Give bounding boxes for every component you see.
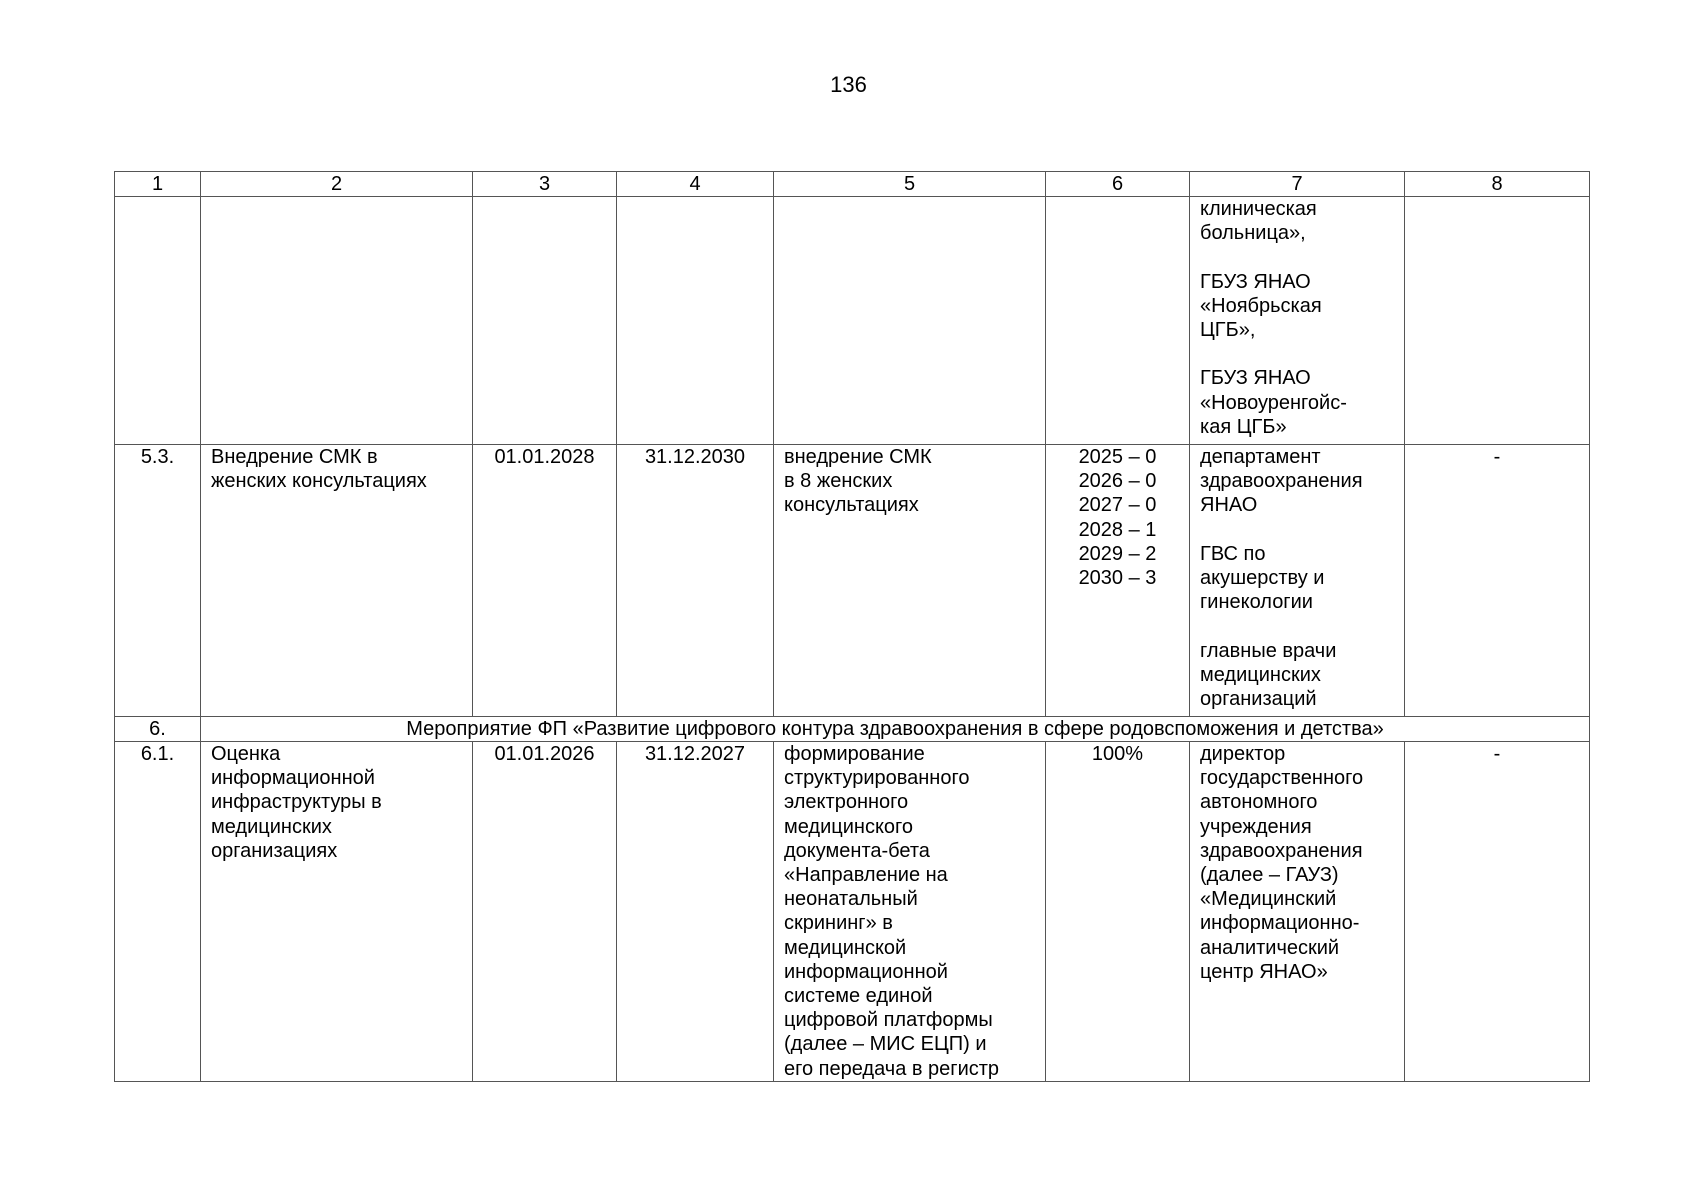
- cell-number: 6.1.: [115, 742, 201, 1082]
- cell-start-date: 01.01.2026: [473, 742, 617, 1082]
- text-line: Внедрение СМК в: [211, 446, 378, 468]
- text-line: информационной: [211, 767, 375, 790]
- cell-end-date: 31.12.2027: [617, 742, 774, 1082]
- text-line: медицинского: [784, 815, 914, 838]
- text-line: ЯНАО: [1200, 494, 1258, 517]
- text-line: структурированного: [784, 767, 970, 790]
- table-header-row: [115, 172, 1590, 197]
- text-line: автономного: [1200, 791, 1318, 814]
- text-line: кая ЦГБ»: [1200, 415, 1287, 438]
- text-line: (далее – МИС ЕЦП) и: [784, 1033, 987, 1056]
- text-line: «Медицинский: [1200, 888, 1337, 911]
- text-line: 2029 – 2: [1078, 542, 1157, 565]
- cell-start-date: 01.01.2028: [473, 445, 617, 717]
- cell-empty: [473, 197, 617, 445]
- text-line: 2025 – 0: [1078, 446, 1157, 468]
- text-line: медицинских: [211, 815, 332, 838]
- text-line: внедрение СМК: [784, 446, 932, 468]
- text-line: департамент: [1200, 446, 1321, 468]
- section-row-6: [115, 717, 1590, 742]
- cell-responsible: [1190, 742, 1405, 1082]
- cell-event-name: [201, 742, 473, 1082]
- cell-responsible: [1190, 445, 1405, 717]
- text-line: в 8 женских: [784, 470, 893, 493]
- header-col-1: 1: [115, 172, 201, 197]
- text-line: медицинской: [784, 936, 907, 959]
- header-col-4: 4: [617, 172, 774, 197]
- text-line: больница»,: [1200, 222, 1306, 245]
- cell-section-number: 6.: [115, 717, 201, 742]
- text-line: 2030 – 3: [1078, 567, 1157, 590]
- cell-indicator-values: [1046, 445, 1190, 717]
- text-line: ГВС по: [1200, 542, 1266, 565]
- cell-number: 5.3.: [115, 445, 201, 717]
- cell-empty: [774, 197, 1046, 445]
- text-line: документа-бета: [784, 839, 930, 862]
- text-line: цифровой платформы: [784, 1009, 993, 1032]
- cell-col-8: -: [1405, 445, 1590, 717]
- text-line: «Ноябрьская: [1200, 294, 1322, 317]
- text-line: здравоохранения: [1200, 470, 1363, 493]
- text-line: информационной: [784, 960, 948, 983]
- cell-indicator-value: 100%: [1046, 742, 1190, 1082]
- text-line: скрининг» в: [784, 912, 893, 935]
- text-line: (далее – ГАУЗ): [1200, 864, 1339, 887]
- text-line: информационно-: [1200, 912, 1360, 935]
- text-line: инфраструктуры в: [211, 791, 382, 814]
- table-row-6-1: [115, 742, 1590, 1082]
- cell-empty: [617, 197, 774, 445]
- cell-empty: [1405, 197, 1590, 445]
- cell-responsible-continued: [1190, 197, 1405, 445]
- text-line: организациях: [211, 839, 338, 862]
- text-line: медицинских: [1200, 663, 1321, 686]
- document-table: [114, 171, 1590, 1082]
- text-line: женских консультациях: [211, 470, 427, 493]
- text-line: гинекологии: [1200, 591, 1313, 614]
- cell-event-name: [201, 445, 473, 717]
- text-line: неонатальный: [784, 888, 918, 911]
- header-col-6: 6: [1046, 172, 1190, 197]
- text-line: ГБУЗ ЯНАО: [1200, 367, 1311, 390]
- text-line: центр ЯНАО»: [1200, 960, 1328, 983]
- text-line: Оценка: [211, 743, 281, 765]
- header-col-5: 5: [774, 172, 1046, 197]
- cell-result: [774, 445, 1046, 717]
- text-line: аналитический: [1200, 936, 1340, 959]
- header-col-8: 8: [1405, 172, 1590, 197]
- text-line: его передача в регистр: [784, 1057, 1000, 1080]
- cell-empty: [1046, 197, 1190, 445]
- text-line: системе единой: [784, 985, 933, 1008]
- text-line: учреждения: [1200, 815, 1312, 838]
- text-line: 2028 – 1: [1078, 518, 1157, 541]
- text-line: консультациях: [784, 494, 919, 517]
- header-col-7: 7: [1190, 172, 1405, 197]
- text-line: «Направление на: [784, 864, 948, 887]
- text-line: директор: [1200, 743, 1286, 765]
- cell-section-title: Мероприятие ФП «Развитие цифрового контура здравоохранения в сфере родовспоможения и детства»: [201, 717, 1590, 742]
- cell-col-8: -: [1405, 742, 1590, 1082]
- text-line: организаций: [1200, 688, 1317, 710]
- cell-empty: [201, 197, 473, 445]
- text-line: акушерству и: [1200, 567, 1325, 589]
- table-row-continuation: [115, 197, 1590, 445]
- header-col-3: 3: [473, 172, 617, 197]
- text-line: главные врачи: [1200, 639, 1337, 662]
- text-line: клиническая: [1200, 198, 1317, 220]
- text-line: государственного: [1200, 767, 1364, 790]
- header-col-2: 2: [201, 172, 473, 197]
- text-line: формирование: [784, 743, 925, 765]
- text-line: электронного: [784, 791, 909, 814]
- cell-empty: [115, 197, 201, 445]
- text-line: ЦГБ»,: [1200, 319, 1256, 341]
- text-line: здравоохранения: [1200, 839, 1363, 862]
- text-line: «Новоуренгойс-: [1200, 391, 1347, 414]
- page-number: 136: [830, 72, 867, 97]
- text-line: ГБУЗ ЯНАО: [1200, 270, 1311, 293]
- table-row-5-3: [115, 445, 1590, 717]
- cell-end-date: 31.12.2030: [617, 445, 774, 717]
- text-line: 2027 – 0: [1078, 494, 1157, 517]
- text-line: 2026 – 0: [1078, 470, 1157, 493]
- cell-result: [774, 742, 1046, 1082]
